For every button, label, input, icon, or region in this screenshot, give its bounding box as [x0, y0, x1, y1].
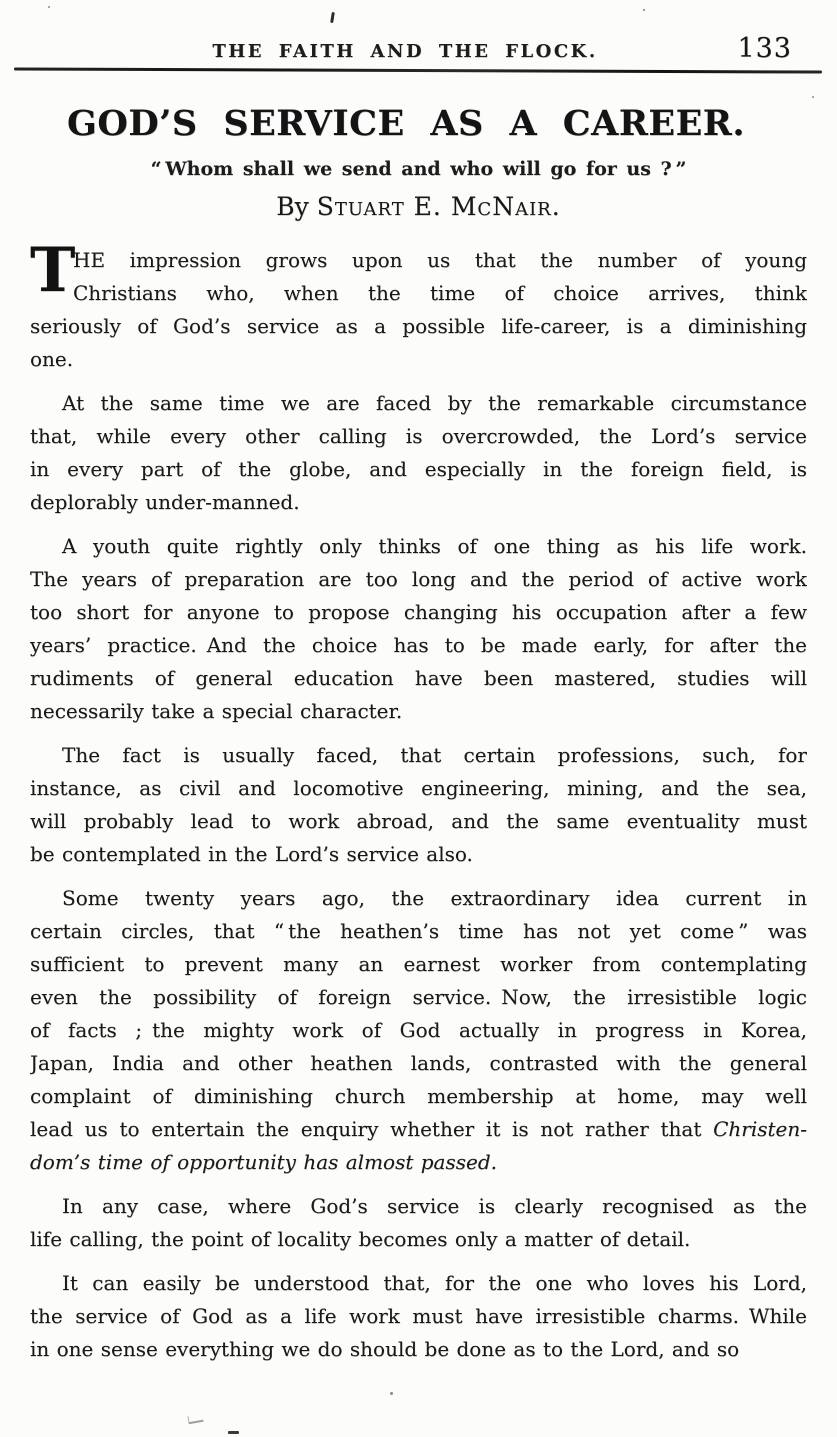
- paragraph: [30, 1190, 807, 1256]
- text-line: The fact is usually faced, that certain professions, such, for: [62, 743, 807, 767]
- paragraph: [30, 882, 807, 1179]
- paragraph: [30, 235, 807, 376]
- paragraph: [30, 1267, 807, 1366]
- text-line: will probably lead to work abroad, and the same eventuality must: [30, 809, 807, 833]
- text-line: Some twenty years ago, the extraordinary idea current in: [62, 886, 807, 910]
- text-line: Japan, India and other heathen lands, contrasted with the general: [30, 1051, 807, 1075]
- text-line: dom’s time of opportunity has almost passed.: [30, 1150, 497, 1174]
- paragraph: [30, 739, 807, 871]
- text-line: certain circles, that “ the heathen’s time has not yet come ” was: [30, 919, 807, 943]
- text-line: In any case, where God’s service is clearly recognised as the: [62, 1194, 807, 1218]
- text-line: life calling, the point of locality becomes only a matter of detail.: [30, 1227, 691, 1251]
- text-line: be contemplated in the Lord’s service also.: [30, 842, 473, 866]
- ink-speck: [390, 1392, 393, 1395]
- text-line: lead us to entertain the enquiry whether it is not rather that Christen-: [30, 1117, 807, 1141]
- page-number: 133: [737, 33, 792, 64]
- running-head-title: THE FAITH AND THE FLOCK.: [212, 41, 598, 62]
- ink-speck: [48, 6, 50, 8]
- text-line: A youth quite rightly only thinks of one thing as his life work.: [62, 534, 807, 558]
- text-line: instance, as civil and locomotive engineering, mining, and the sea,: [30, 776, 807, 800]
- ink-speck: [643, 9, 645, 11]
- text-line: that, while every other calling is overcrowded, the Lord’s service: [30, 424, 807, 448]
- ink-squiggle: [187, 1414, 203, 1424]
- article-body: [30, 235, 807, 1366]
- text-line: even the possibility of foreign service. Now, the irresistible logic: [30, 985, 807, 1009]
- text-line: necessarily take a special character.: [30, 699, 403, 723]
- text-line: of facts ; the mighty work of God actually in progress in Korea,: [30, 1018, 807, 1042]
- paragraph: [30, 387, 807, 519]
- byline-author-name: Stuart E. McNair.: [316, 192, 561, 221]
- text-line: It can easily be understood that, for the one who loves his Lord,: [62, 1271, 807, 1295]
- byline-prefix: By: [276, 192, 317, 221]
- ink-speck: [228, 1431, 239, 1434]
- text-line: too short for anyone to propose changing his occupation after a few: [30, 600, 807, 624]
- text-line: the service of God as a life work must have irresistible charms. While: [30, 1304, 807, 1328]
- paragraph: [30, 530, 807, 728]
- text-line: in every part of the globe, and especially in the foreign field, is: [30, 457, 807, 481]
- article-title: GOD’S SERVICE AS A CAREER.: [66, 103, 746, 144]
- text-line: deplorably under-manned.: [30, 490, 300, 514]
- text-line: At the same time we are faced by the remarkable circumstance: [62, 391, 807, 415]
- text-line: one.: [30, 347, 74, 371]
- epigraph-quote: “ Whom shall we send and who will go for us ? ”: [150, 158, 687, 180]
- byline: [0, 192, 837, 221]
- text-line: seriously of God’s service as a possible life-career, is a diminishing: [30, 314, 807, 338]
- dropcap-letter: T: [30, 235, 76, 306]
- text-line: HE impression grows upon us that the number of young: [73, 248, 807, 272]
- text-line: sufficient to prevent many an earnest worker from contemplating: [30, 952, 807, 976]
- text-line: Christians who, when the time of choice arrives, think: [73, 281, 807, 305]
- text-line: rudiments of general education have been mastered, studies will: [30, 666, 807, 690]
- text-line: in one sense everything we do should be done as to the Lord, and so: [30, 1337, 740, 1361]
- text-line: years’ practice. And the choice has to be made early, for after the: [30, 633, 807, 657]
- ink-speck: [330, 12, 335, 23]
- text-line: complaint of diminishing church membership at home, may well: [30, 1084, 807, 1108]
- header-rule-divider: [14, 67, 822, 73]
- ink-speck: [812, 96, 814, 98]
- text-line: The years of preparation are too long and the period of active work: [30, 567, 807, 591]
